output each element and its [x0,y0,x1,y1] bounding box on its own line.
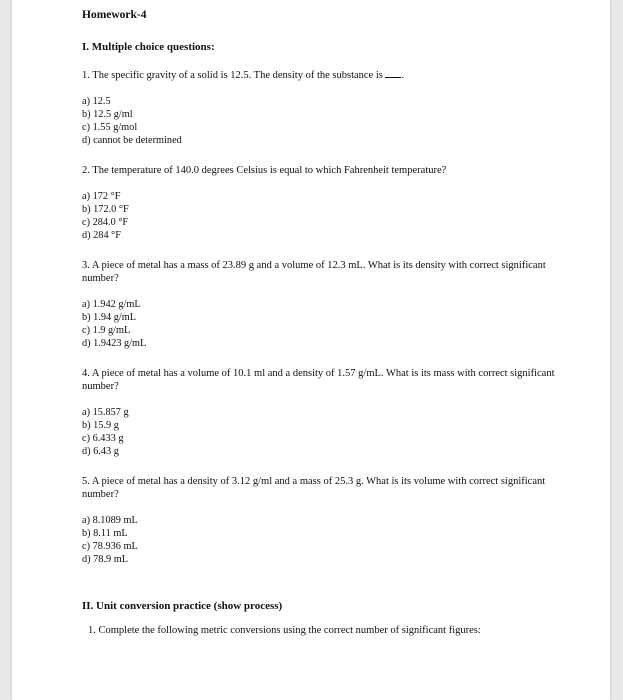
document-page [12,0,610,700]
option-d: d) 1.9423 g/mL [82,338,147,349]
option-c: c) 78.936 mL [82,541,138,552]
option-a: a) 12.5 [82,96,111,107]
option-b: b) 172.0 °F [82,204,129,215]
option-d: d) 78.9 mL [82,554,129,565]
question-5: 5. A piece of metal has a density of 3.12 g/ml and a mass of 25.3 g. What is its volume with correct significant number? [82,476,546,500]
option-b: b) 15.9 g [82,420,119,431]
option-d: d) cannot be determined [82,135,182,146]
question-2: 2. The temperature of 140.0 degrees Celsius is equal to which Fahrenheit temperature? [82,165,447,176]
option-a: a) 1.942 g/mL [82,299,141,310]
option-a: a) 172 °F [82,191,121,202]
question-4-options [82,406,562,458]
section-heading-unit-conversion: II. Unit conversion practice (show process) [82,600,283,612]
option-b: b) 1.94 g/mL [82,312,137,323]
option-c: c) 6.433 g [82,433,124,444]
option-d: d) 6.43 g [82,446,119,457]
question-3-options [82,298,562,350]
option-b: b) 12.5 g/ml [82,109,133,120]
question-1-text: 1. The specific gravity of a solid is 12.5. The density of the substance is [82,70,383,81]
question-4: 4. A piece of metal has a volume of 10.1 ml and a density of 1.57 g/mL. What is its mass with correct significant number? [82,368,555,392]
answer-blank [385,69,401,78]
option-a: a) 8.1089 mL [82,515,138,526]
option-a: a) 15.857 g [82,407,129,418]
option-c: c) 284.0 °F [82,217,129,228]
section-heading-multiple-choice: I. Multiple choice questions: [82,41,215,53]
question-1 [82,69,562,82]
page-title: Homework-4 [82,9,147,21]
document-content [82,9,562,636]
option-d: d) 284 °F [82,230,122,241]
question-3: 3. A piece of metal has a mass of 23.89 g and a volume of 12.3 mL. What is its density with correct significant number? [82,260,546,284]
conversion-instruction: 1. Complete the following metric conversions using the correct number of significant figures: [88,625,481,636]
option-b: b) 8.11 mL [82,528,128,539]
question-2-options [82,190,562,242]
question-1-tail: . [401,70,405,81]
question-5-options [82,514,562,566]
question-1-options [82,95,562,147]
option-c: c) 1.55 g/mol [82,122,138,133]
option-c: c) 1.9 g/mL [82,325,131,336]
